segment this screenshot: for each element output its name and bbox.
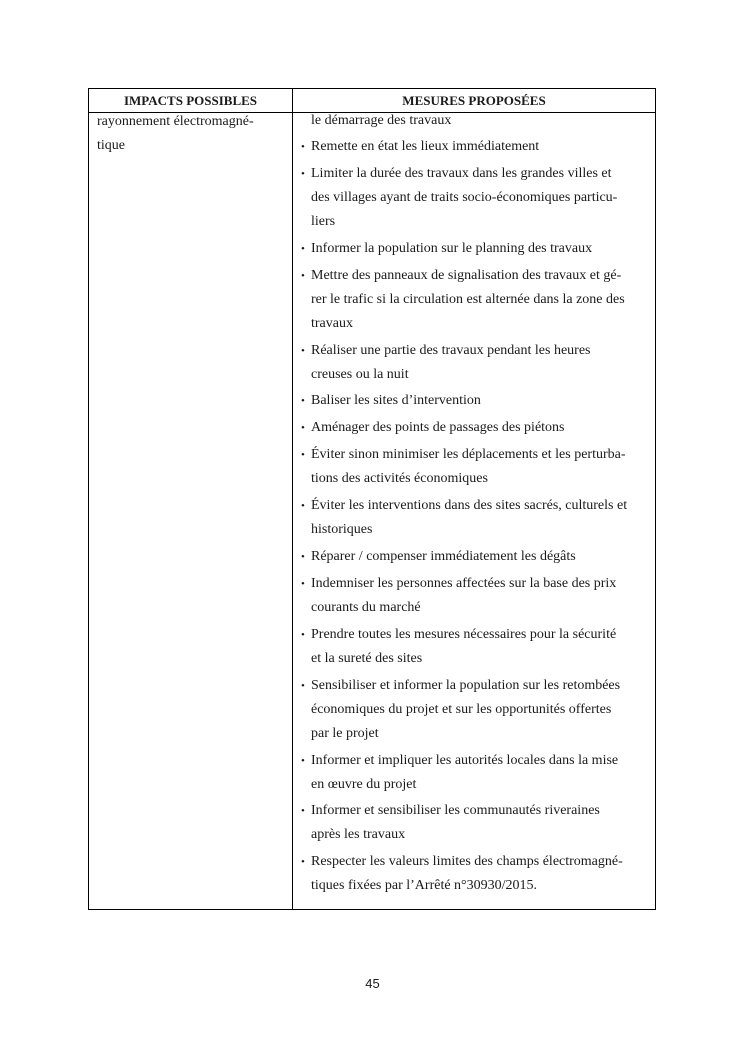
header-impacts: IMPACTS POSSIBLES (89, 89, 293, 113)
measure-text-line: Aménager des points de passages des piétons (311, 420, 565, 436)
measure-text-line: Respecter les valeurs limites des champs électromagné- (311, 854, 623, 870)
measure-text-line: Mettre des panneaux de signalisation des travaux et gé- (311, 267, 622, 283)
measure-text-line: creuses ou la nuit (311, 366, 409, 382)
measure-list-item (301, 339, 651, 387)
measure-text-line: Éviter sinon minimiser les déplacements et les perturba- (311, 447, 626, 463)
continued-measure-text: le démarrage des travaux (311, 113, 452, 128)
measure-list-item (301, 416, 651, 440)
bullet-icon: • (301, 344, 305, 357)
measures-list (301, 135, 651, 898)
bullet-icon: • (301, 628, 305, 641)
measure-text-line: par le projet (311, 725, 379, 741)
measure-text-line: Prendre toutes les mesures nécessaires pour la sécurité (311, 626, 617, 642)
measure-list-item (301, 264, 651, 336)
measure-text-line: tiques fixées par l’Arrêté n°30930/2015. (311, 878, 538, 894)
bullet-icon: • (301, 679, 305, 692)
measure-list-item (301, 237, 651, 261)
bullet-icon: • (301, 449, 305, 462)
measure-text-line: Réaliser une partie des travaux pendant les heures (311, 342, 591, 358)
bullet-icon: • (301, 754, 305, 767)
measure-text-line: des villages ayant de traits socio-économiques particu- (311, 189, 618, 205)
measure-text-line: économiques du projet et sur les opportunités offertes (311, 701, 612, 717)
measures-table (88, 88, 656, 910)
bullet-icon: • (301, 269, 305, 282)
bullet-icon: • (301, 422, 305, 435)
measure-list-item (301, 850, 651, 898)
impacts-cell (89, 113, 293, 910)
measure-list-item (301, 623, 651, 671)
bullet-icon: • (301, 577, 305, 590)
measure-text-line: courants du marché (311, 599, 421, 615)
measure-list-item (301, 545, 651, 569)
measure-text-line: Informer la population sur le planning des travaux (311, 240, 593, 256)
bullet-icon: • (301, 551, 305, 564)
measure-list-item (301, 135, 651, 159)
measures-cell (293, 113, 656, 910)
measure-text-line: travaux (311, 315, 353, 331)
impact-line: tique (97, 138, 125, 153)
bullet-icon: • (301, 141, 305, 153)
measure-text-line: Sensibiliser et informer la population sur les retombées (311, 677, 621, 693)
measure-text-line: Remette en état les lieux immédiatement (311, 139, 540, 154)
measure-text-line: Limiter la durée des travaux dans les grandes villes et (311, 165, 612, 181)
bullet-icon: • (301, 805, 305, 818)
measure-text-line: Indemniser les personnes affectées sur la base des prix (311, 575, 617, 591)
measure-text-line: Informer et impliquer les autorités locales dans la mise (311, 752, 619, 768)
measure-list-item (301, 494, 651, 542)
measure-list-item (301, 572, 651, 620)
table-row (89, 113, 656, 910)
measure-list-item (301, 443, 651, 491)
measure-text-line: en œuvre du projet (311, 776, 417, 792)
measure-text-line: liers (311, 213, 336, 229)
measure-text-line: tions des activités économiques (311, 471, 488, 487)
measure-list-item (301, 749, 651, 797)
measure-text-line: et la sureté des sites (311, 650, 423, 666)
header-mesures: MESURES PROPOSÉES (293, 89, 656, 113)
bullet-icon: • (301, 167, 305, 180)
measure-text-line: Informer et sensibiliser les communautés riveraines (311, 803, 600, 819)
measure-text-line: historiques (311, 522, 373, 538)
impact-line: rayonnement électromagné- (97, 114, 254, 129)
measure-text-line: rer le trafic si la circulation est alternée dans la zone des (311, 291, 625, 307)
page-number: 45 (365, 976, 380, 991)
bullet-icon: • (301, 500, 305, 513)
bullet-icon: • (301, 856, 305, 869)
measure-list-item (301, 674, 651, 746)
measure-text-line: Baliser les sites d’intervention (311, 393, 481, 409)
measure-list-item (301, 389, 651, 413)
measure-list-item (301, 799, 651, 847)
measure-text-line: Éviter les interventions dans des sites sacrés, culturels et (311, 498, 628, 514)
bullet-icon: • (301, 242, 305, 255)
measure-text-line: Réparer / compenser immédiatement les dégâts (311, 549, 576, 565)
bullet-icon: • (301, 395, 305, 408)
measure-text-line: après les travaux (311, 827, 406, 843)
measure-list-item (301, 162, 651, 234)
